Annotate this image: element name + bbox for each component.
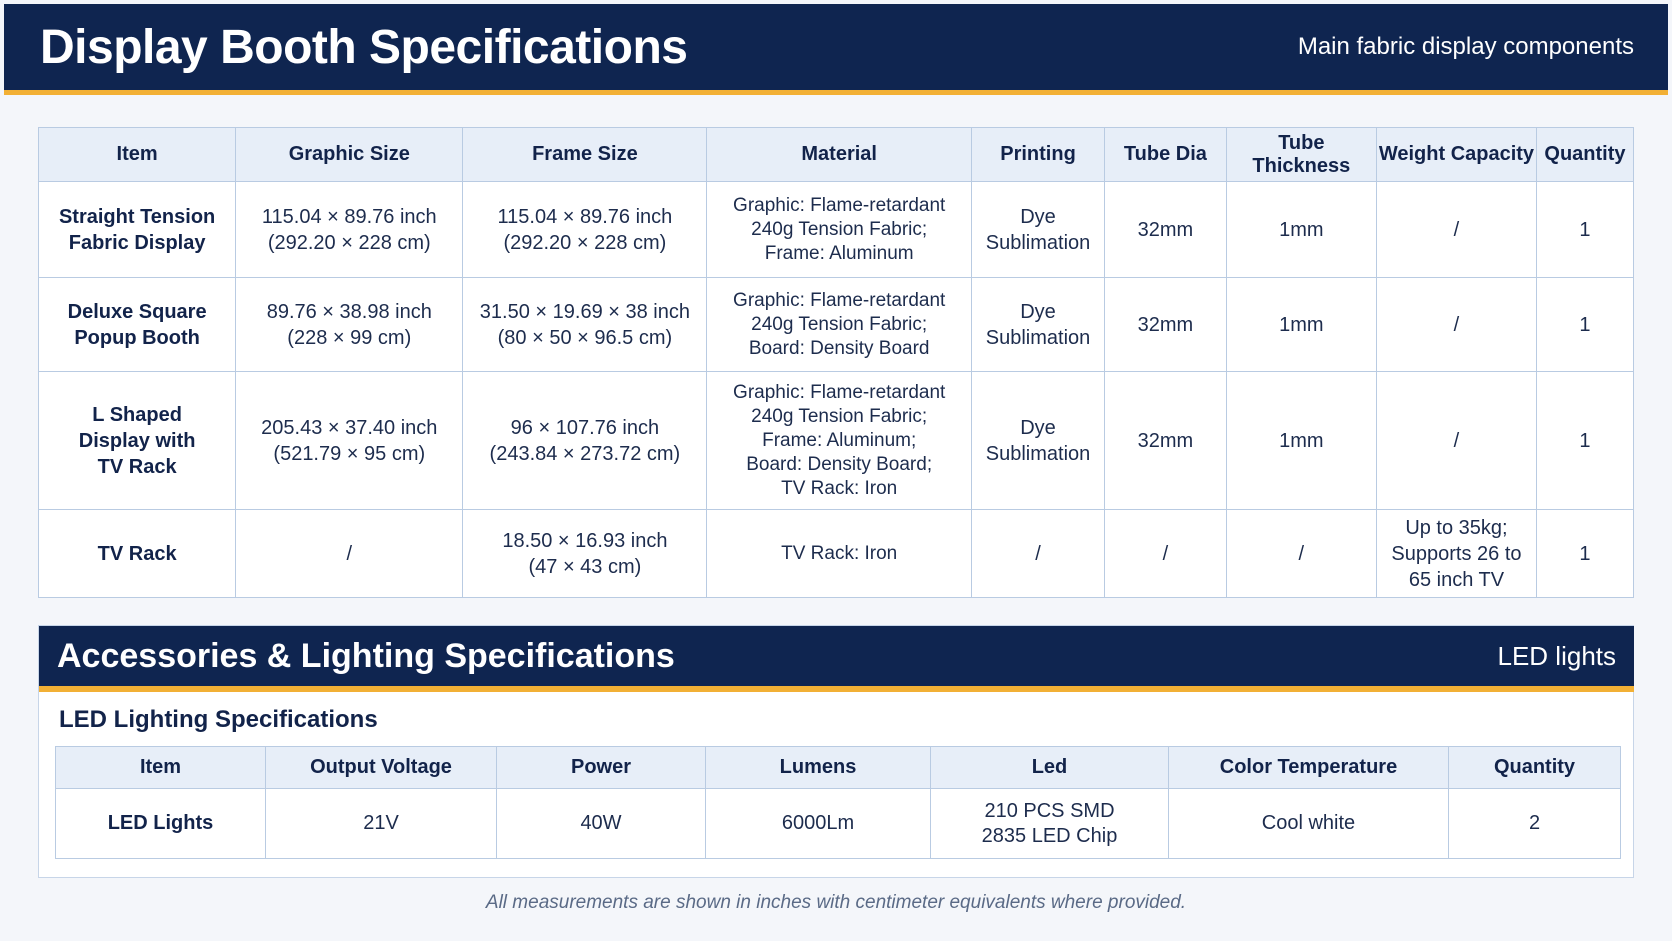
accessories-section [38, 625, 1634, 878]
table-row [56, 789, 1621, 859]
cell-line: TV Rack [97, 542, 177, 565]
column-header: Quantity [1536, 128, 1633, 182]
column-header: Item [39, 128, 236, 182]
lumens-cell: 6000Lm [706, 789, 931, 859]
column-header: Tube Dia [1105, 128, 1227, 182]
footnote: All measurements are shown in inches with centimeter equivalents where provided. [485, 892, 1187, 913]
page-header [4, 4, 1668, 90]
frame-size-cell [463, 182, 707, 278]
table-row [39, 372, 1634, 510]
cell-line: / [1035, 542, 1041, 565]
tube-thickness-cell: / [1226, 510, 1376, 598]
printing-cell [971, 278, 1104, 372]
table-row [39, 182, 1634, 278]
graphic-size-cell [236, 182, 463, 278]
cell-line: / [346, 542, 353, 565]
frame-size-cell [463, 278, 707, 372]
cell-line: / [1453, 313, 1460, 336]
tube-dia-cell: / [1105, 510, 1227, 598]
cell-line: Dye [1020, 416, 1056, 439]
cell-line: (243.84 × 273.72 cm) [489, 442, 681, 465]
cell-line: Frame: Aluminum [764, 242, 914, 264]
cell-line: 2835 LED Chip [981, 824, 1118, 847]
cell-line: Up to 35kg; [1405, 516, 1508, 539]
item-cell [39, 278, 236, 372]
cell-line: 115.04 × 89.76 inch [261, 205, 437, 228]
output-voltage-cell: 21V [266, 789, 497, 859]
cell-line: Graphic: Flame-retardant [733, 289, 946, 311]
cell-line: Sublimation [985, 442, 1091, 465]
cell-line: 205.43 × 37.40 inch [261, 416, 438, 439]
cell-line: Supports 26 to [1391, 542, 1522, 565]
printing-cell [971, 182, 1104, 278]
printing-cell [971, 510, 1104, 598]
quantity-cell: 1 [1536, 182, 1633, 278]
accessories-accent-rule [39, 686, 1634, 692]
material-cell [707, 182, 971, 278]
page-subtitle: Main fabric display components [1297, 33, 1634, 60]
accessories-title: Accessories & Lighting Specifications [57, 636, 675, 675]
cell-line: Display with [78, 429, 196, 452]
cell-line: Dye [1020, 205, 1056, 228]
cell-line: (80 × 50 × 96.5 cm) [497, 326, 673, 349]
weight-capacity-cell [1377, 510, 1537, 598]
quantity-cell: 1 [1536, 510, 1633, 598]
column-header: Weight Capacity [1377, 128, 1537, 182]
cell-line: Sublimation [985, 231, 1091, 254]
graphic-size-cell [236, 510, 463, 598]
cell-line: L Shaped [92, 403, 182, 426]
cell-line: 240g Tension Fabric; [751, 313, 928, 335]
column-header: Lumens [706, 747, 931, 789]
column-header: Led [931, 747, 1169, 789]
frame-size-cell [463, 510, 707, 598]
booth-table-header-row [39, 128, 1634, 182]
item-cell [39, 182, 236, 278]
tube-thickness-cell: 1mm [1226, 278, 1376, 372]
column-header: Power [497, 747, 706, 789]
cell-line: 65 inch TV [1408, 568, 1505, 591]
tube-dia-cell: 32mm [1105, 182, 1227, 278]
cell-line: (47 × 43 cm) [528, 555, 642, 578]
material-cell [707, 510, 971, 598]
column-header: Item [56, 747, 266, 789]
cell-line: 115.04 × 89.76 inch [497, 205, 673, 228]
tube-dia-cell: 32mm [1105, 372, 1227, 510]
cell-line: Board: Density Board [748, 337, 930, 359]
cell-line: 210 PCS SMD [984, 799, 1115, 822]
cell-line: Fabric Display [68, 231, 206, 254]
header-accent-rule [4, 90, 1668, 95]
cell-line: 96 × 107.76 inch [510, 416, 660, 439]
cell-line: TV Rack: Iron [781, 477, 898, 499]
cell-line: Frame: Aluminum; [762, 429, 917, 451]
weight-capacity-cell [1377, 182, 1537, 278]
led-table-header-row [56, 747, 1621, 789]
color-temperature-cell: Cool white [1169, 789, 1449, 859]
cell-line: (228 × 99 cm) [287, 326, 412, 349]
graphic-size-cell [236, 278, 463, 372]
cell-line: (292.20 × 228 cm) [503, 231, 667, 254]
cell-line: Graphic: Flame-retardant [733, 194, 946, 216]
booth-spec-table [38, 127, 1634, 598]
cell-line: 240g Tension Fabric; [751, 218, 928, 240]
tube-thickness-cell: 1mm [1226, 372, 1376, 510]
cell-line: Popup Booth [74, 326, 200, 349]
cell-line: / [1453, 429, 1460, 452]
accessories-header [39, 626, 1634, 686]
column-header: Printing [971, 128, 1104, 182]
accessories-subtitle: LED lights [1497, 640, 1616, 671]
weight-capacity-cell [1377, 372, 1537, 510]
tube-dia-cell: 32mm [1105, 278, 1227, 372]
cell-line: 31.50 × 19.69 × 38 inch [479, 300, 690, 323]
quantity-cell: 2 [1449, 789, 1621, 859]
cell-line: Sublimation [985, 326, 1091, 349]
power-cell: 40W [497, 789, 706, 859]
column-header: Quantity [1449, 747, 1621, 789]
cell-line: (292.20 × 228 cm) [267, 231, 431, 254]
cell-line: TV Rack [97, 455, 177, 478]
item-cell [39, 510, 236, 598]
led-section-title: LED Lighting Specifications [59, 706, 378, 733]
cell-line: TV Rack: Iron [781, 542, 898, 564]
material-cell [707, 372, 971, 510]
table-row [39, 510, 1634, 598]
column-header: Color Temperature [1169, 747, 1449, 789]
cell-line: 18.50 × 16.93 inch [502, 529, 668, 552]
column-header: Material [707, 128, 971, 182]
frame-size-cell [463, 372, 707, 510]
quantity-cell: 1 [1536, 278, 1633, 372]
column-header: Output Voltage [266, 747, 497, 789]
item-cell: LED Lights [56, 789, 266, 859]
quantity-cell: 1 [1536, 372, 1633, 510]
cell-line: 240g Tension Fabric; [751, 405, 928, 427]
led-cell [931, 789, 1169, 859]
printing-cell [971, 372, 1104, 510]
cell-line: Board: Density Board; [746, 453, 933, 475]
cell-line: / [1453, 218, 1460, 241]
cell-line: (521.79 × 95 cm) [273, 442, 426, 465]
material-cell [707, 278, 971, 372]
cell-line: Deluxe Square [67, 300, 207, 323]
item-cell [39, 372, 236, 510]
column-header: Frame Size [463, 128, 707, 182]
column-header: Tube Thickness [1226, 128, 1376, 182]
weight-capacity-cell [1377, 278, 1537, 372]
tube-thickness-cell: 1mm [1226, 182, 1376, 278]
page-title: Display Booth Specifications [40, 20, 688, 74]
led-spec-table [55, 746, 1621, 859]
cell-line: Straight Tension [58, 205, 216, 228]
cell-line: 89.76 × 38.98 inch [266, 300, 432, 323]
table-row [39, 278, 1634, 372]
graphic-size-cell [236, 372, 463, 510]
column-header: Graphic Size [236, 128, 463, 182]
cell-line: Graphic: Flame-retardant [733, 381, 946, 403]
cell-line: Dye [1020, 300, 1056, 323]
